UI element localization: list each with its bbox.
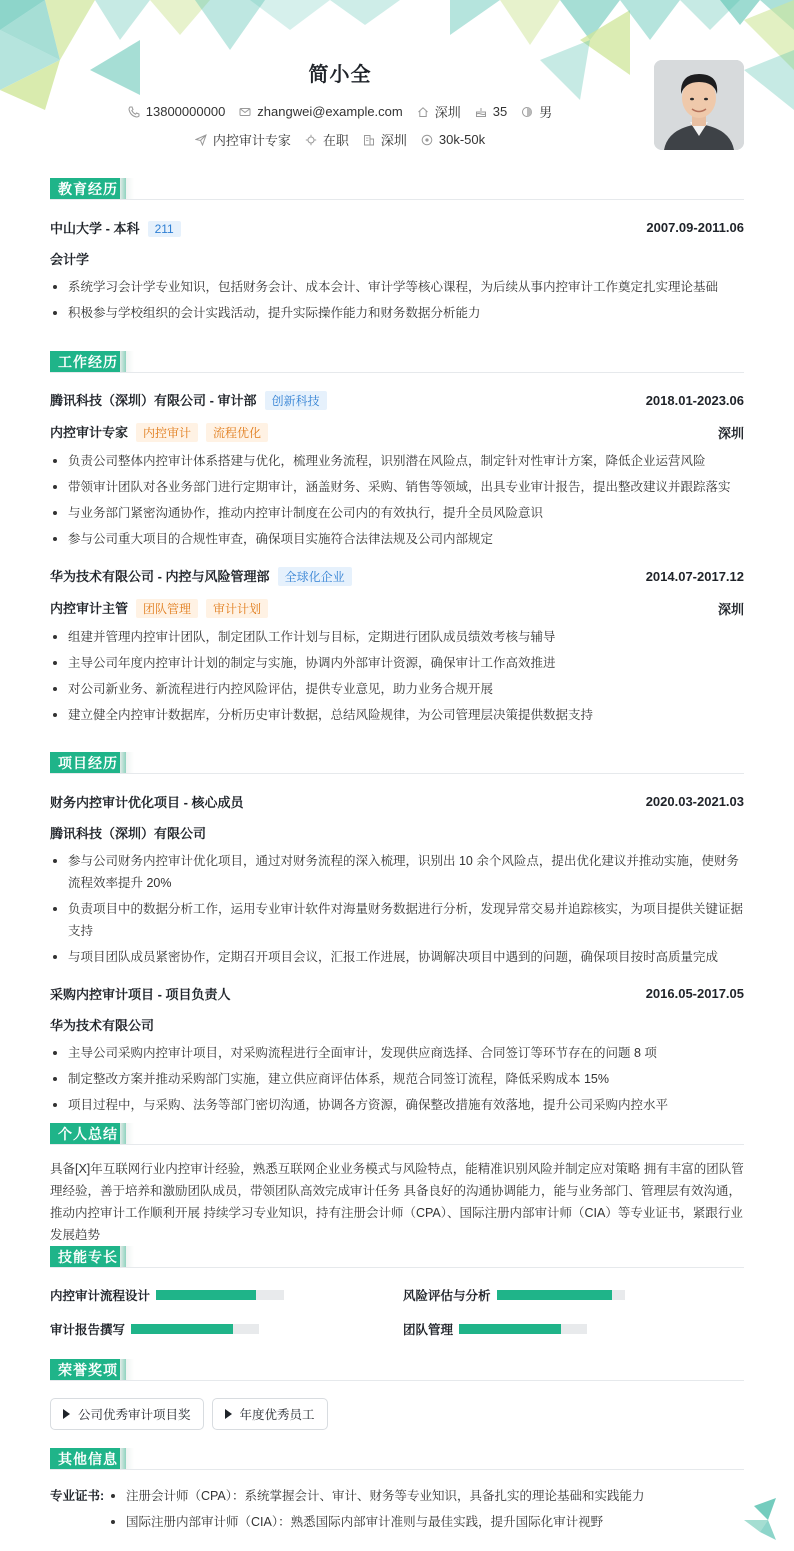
- project-entry-header: [50, 792, 744, 811]
- contact-row: [0, 102, 680, 121]
- award-item: [50, 1398, 204, 1430]
- major-row: [50, 249, 744, 268]
- email-text: zhangwei@example.com: [257, 104, 403, 119]
- mail-icon: [239, 106, 251, 118]
- cake-icon: [475, 106, 487, 118]
- work-entry-header: [50, 390, 744, 410]
- list-item: 国际注册内部审计师（CIA）：熟悉国际内部审计准则与最佳实践，提升国际化审计视野: [108, 1511, 645, 1533]
- phone-icon: [128, 106, 140, 118]
- list-item: 带领审计团队对各业务部门进行定期审计，涵盖财务、采购、销售等领域，出具专业审计报告，提出整改建议并跟踪落实: [50, 476, 744, 498]
- salary-item: [421, 132, 485, 147]
- list-item: 注册会计师（CPA）：系统掌握会计、审计、财务等专业知识，具备扎实的理论基础和实践能力: [108, 1485, 645, 1507]
- section-header: [50, 752, 744, 774]
- role-tag: 流程优化: [206, 423, 268, 442]
- project-bullets: [50, 850, 744, 968]
- skills-grid: [50, 1268, 744, 1338]
- list-item: 积极参与学校组织的会计实践活动，提升实际操作能力和财务数据分析能力: [50, 302, 744, 324]
- candidate-name: 简小全: [308, 64, 372, 86]
- work-city: 深圳: [717, 601, 744, 617]
- school-name: 中山大学 - 本科: [50, 221, 140, 236]
- role-row: [50, 598, 744, 618]
- project-org-row: [50, 1015, 744, 1034]
- status-icon: [305, 134, 317, 146]
- skill-item: [403, 1320, 587, 1338]
- list-item: 对公司新业务、新流程进行内控风险评估，提供专业意见，助力业务合规开展: [50, 678, 744, 700]
- summary-section: [50, 1123, 744, 1246]
- target-city-item: [363, 130, 407, 149]
- job-intent-row: [0, 130, 680, 149]
- role-tag: 审计计划: [206, 599, 268, 618]
- project-title: 采购内控审计项目 - 项目负责人: [50, 987, 231, 1002]
- list-item: 与项目团队成员紧密协作，定期召开项目会议，汇报工作进展，协调解决项目中遇到的问题，确保项目按时高质量完成: [50, 946, 744, 968]
- skill-bar-fill: [131, 1324, 233, 1334]
- project-entry-header: [50, 984, 744, 1003]
- list-item: 制定整改方案并推动采购部门实施，建立供应商评估体系，规范合同签订流程，降低采购成本 15%: [50, 1068, 744, 1090]
- section-title: 技能专长: [50, 1246, 126, 1268]
- section-header: [50, 351, 744, 373]
- projects-section: [50, 752, 744, 1116]
- email-item: [239, 104, 402, 119]
- role-row: [50, 422, 744, 442]
- skill-item: [50, 1286, 284, 1304]
- position-item: [195, 130, 291, 149]
- position-text: 内控审计专家: [212, 133, 291, 148]
- section-title: 荣誉奖项: [50, 1359, 126, 1381]
- work-period: 2014.07-2017.12: [645, 568, 744, 584]
- avatar-icon: [654, 60, 744, 150]
- education-bullets: [50, 276, 744, 324]
- play-icon: [63, 1409, 70, 1419]
- phone-text: 13800000000: [145, 104, 226, 119]
- building-icon: [363, 134, 375, 146]
- project-org: 华为技术有限公司: [50, 1018, 155, 1033]
- work-section: [50, 351, 744, 726]
- awards-list: [50, 1398, 744, 1430]
- work-entry-header: [50, 566, 744, 586]
- summary-text: 具备[X]年互联网行业内控审计经验，熟悉互联网企业业务模式与风险特点，能精准识别风险并制定应对策略 拥有丰富的团队管理经验，善于培养和激励团队成员，带领团队高效完成审计任务 具备良好的沟通协调能力，能与业务部门、管理层有效沟通，推动内控审计工作顺利开展 持续学习专业知识，持有注册会计师（CPA）、国际注册内部审计师（CIA）等专业证书，紧跟行业发展趋势: [50, 1162, 744, 1242]
- corner-decoration: [740, 1498, 780, 1540]
- awards-section: [50, 1359, 744, 1430]
- project-org-row: [50, 823, 744, 842]
- cert-list: [108, 1485, 645, 1533]
- list-item: 建立健全内控审计数据库，分析历史审计数据，总结风险规律，为公司管理层决策提供数据支持: [50, 704, 744, 726]
- list-item: 与业务部门紧密沟通协作，推动内控审计制度在公司内的有效执行，提升全员风险意识: [50, 502, 744, 524]
- gender-text: 男: [539, 105, 553, 120]
- resume-header: [0, 0, 794, 160]
- section-header: [50, 1123, 744, 1145]
- section-title: 项目经历: [50, 752, 126, 774]
- play-icon: [225, 1409, 232, 1419]
- role-name: 内控审计主管: [50, 601, 129, 616]
- skill-name: 审计报告撰写: [50, 1323, 126, 1337]
- company-tag: 创新科技: [265, 391, 327, 410]
- section-header: [50, 178, 744, 200]
- education-entry-header: [50, 218, 744, 237]
- age-text: 35: [492, 104, 508, 119]
- section-title: 个人总结: [50, 1123, 126, 1145]
- status-text: 在职: [322, 133, 349, 148]
- list-item: 参与公司财务内控审计优化项目，通过对财务流程的深入梳理，识别出 10 余个风险点，提出优化建议并推动实施，使财务流程效率提升 20%: [50, 850, 744, 894]
- project-period: 2016.05-2017.05: [645, 986, 744, 1001]
- skill-bar-fill: [156, 1290, 256, 1300]
- list-item: 负责公司整体内控审计体系搭建与优化，梳理业务流程，识别潜在风险点，制定针对性审计方案，降低企业运营风险: [50, 450, 744, 472]
- phone-item: [128, 104, 226, 119]
- project-org: 腾讯科技（深圳）有限公司: [50, 826, 207, 841]
- list-item: 组建并管理内控审计团队，制定团队工作计划与目标，定期进行团队成员绩效考核与辅导: [50, 626, 744, 648]
- list-item: 主导公司年度内控审计计划的制定与实施，协调内外部审计资源，确保审计工作高效推进: [50, 652, 744, 674]
- project-period: 2020.03-2021.03: [645, 794, 744, 809]
- home-icon: [417, 106, 429, 118]
- list-item: 负责项目中的数据分析工作，运用专业审计软件对海量财务数据进行分析，发现异常交易并追踪核实，为项目提供关键证据支持: [50, 898, 744, 942]
- skill-name: 内控审计流程设计: [50, 1289, 151, 1303]
- skill-bar-fill: [459, 1324, 561, 1334]
- work-bullets: [50, 626, 744, 726]
- salary-icon: [421, 134, 433, 146]
- gender-icon: [521, 106, 533, 118]
- section-title: 其他信息: [50, 1448, 126, 1470]
- city-item: [417, 102, 461, 121]
- work-period: 2018.01-2023.06: [645, 392, 744, 408]
- profile-photo: [654, 60, 744, 150]
- section-header: [50, 1359, 744, 1381]
- role-tag: 团队管理: [136, 599, 198, 618]
- send-icon: [195, 134, 207, 146]
- skill-item: [50, 1320, 259, 1338]
- gender-item: [521, 102, 552, 121]
- company-name: 腾讯科技（深圳）有限公司 - 审计部: [50, 393, 257, 408]
- company-name: 华为技术有限公司 - 内控与风险管理部: [50, 569, 270, 584]
- skill-item: [403, 1286, 625, 1304]
- list-item: 项目过程中，与采购、法务等部门密切沟通，协调各方资源，确保整改措施有效落地，提升公司采购内控水平: [50, 1094, 744, 1116]
- cert-label: 专业证书:: [50, 1489, 105, 1503]
- skills-section: [50, 1246, 744, 1338]
- skill-name: 风险评估与分析: [403, 1289, 491, 1303]
- section-title: 教育经历: [50, 178, 126, 200]
- list-item: 主导公司采购内控审计项目，对采购流程进行全面审计，发现供应商选择、合同签订等环节存在的问题 8 项: [50, 1042, 744, 1064]
- work-city: 深圳: [717, 425, 744, 441]
- award-item: [212, 1398, 328, 1430]
- salary-text: 30k-50k: [438, 132, 486, 147]
- list-item: 系统学习会计学专业知识，包括财务会计、成本会计、审计学等核心课程，为后续从事内控审计工作奠定扎实理论基础: [50, 276, 744, 298]
- work-bullets: [50, 450, 744, 550]
- project-bullets: [50, 1042, 744, 1116]
- skill-bar: [131, 1324, 259, 1334]
- school-tag: 211: [148, 221, 181, 237]
- skill-bar: [459, 1324, 587, 1334]
- major-name: 会计学: [50, 252, 90, 267]
- list-item: 参与公司重大项目的合规性审查，确保项目实施符合法律法规及公司内部规定: [50, 528, 744, 550]
- other-section: [50, 1448, 744, 1537]
- section-header: [50, 1448, 744, 1470]
- age-item: [475, 104, 507, 119]
- skill-name: 团队管理: [403, 1323, 454, 1337]
- status-item: [305, 130, 349, 149]
- project-title: 财务内控审计优化项目 - 核心成员: [50, 795, 244, 810]
- skill-bar: [156, 1290, 284, 1300]
- role-name: 内控审计专家: [50, 425, 129, 440]
- city-text: 深圳: [434, 105, 461, 120]
- cert-block: [50, 1485, 744, 1537]
- section-title: 工作经历: [50, 351, 126, 373]
- award-label: 年度优秀员工: [239, 1408, 315, 1422]
- company-tag: 全球化企业: [278, 567, 352, 586]
- target-city-text: 深圳: [380, 133, 407, 148]
- award-label: 公司优秀审计项目奖: [78, 1408, 191, 1422]
- education-section: [50, 178, 744, 324]
- skill-bar-fill: [497, 1290, 612, 1300]
- section-header: [50, 1246, 744, 1268]
- skill-bar: [497, 1290, 625, 1300]
- education-period: 2007.09-2011.06: [646, 220, 744, 235]
- role-tag: 内控审计: [136, 423, 198, 442]
